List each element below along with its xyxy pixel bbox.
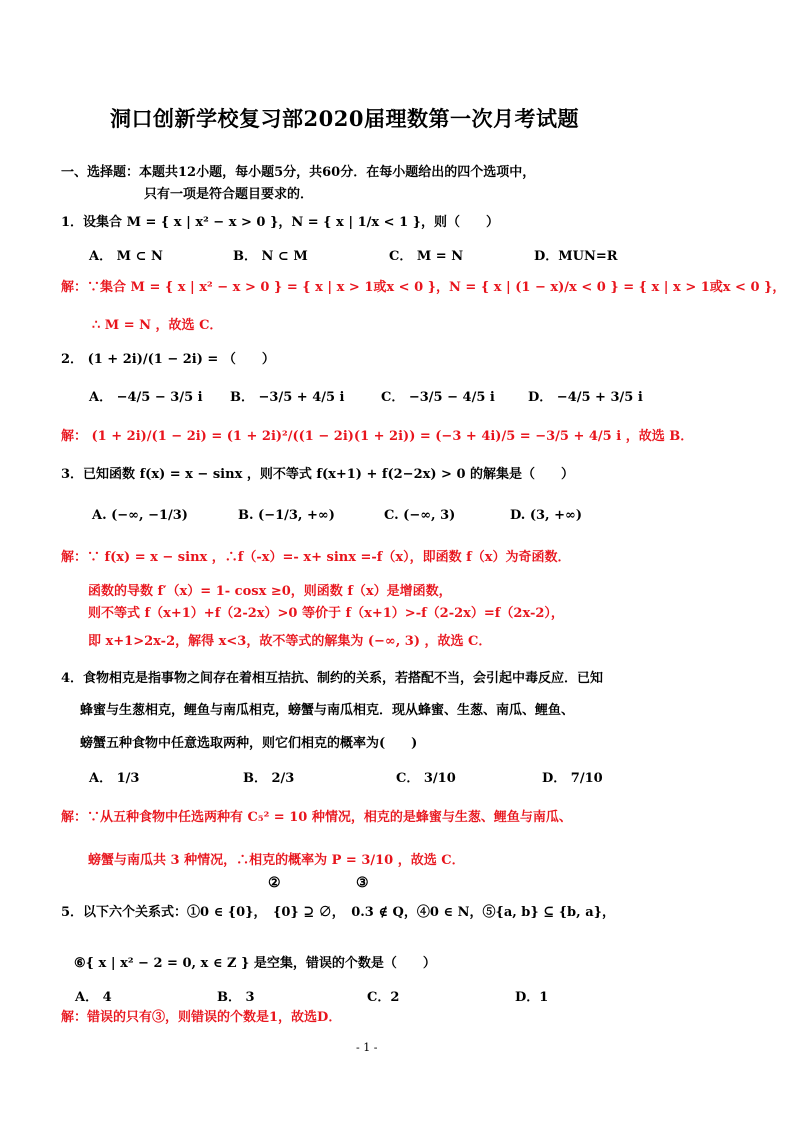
q5-solution: 解：错误的只有③，则错误的个数是1，故选D． bbox=[61, 1010, 342, 1025]
q2-option-a: A． −4/5 − 3/5 i bbox=[89, 390, 203, 405]
page-number: - 1 - bbox=[356, 1041, 378, 1054]
q4-option-b: B． 2/3 bbox=[243, 771, 295, 786]
q5-mark-2: ② bbox=[268, 875, 281, 891]
q1-solution-line1: 解：∵集合 M = { x | x² − x > 0 } = { x | x > 1或x < 0 }，N = { x | (1 − x)/x < 0 } = { x | x > 1或x < 0 }， bbox=[61, 280, 786, 295]
q5-option-c: C．2 bbox=[367, 990, 400, 1005]
q5-stem-line2: ⑥{ x | x² − 2 = 0, x ∈ Z } 是空集，错误的个数是（ ） bbox=[74, 956, 436, 971]
q3-option-a: A. (−∞, −1/3) bbox=[92, 508, 188, 523]
q4-option-c: C． 3/10 bbox=[396, 771, 456, 786]
page-title: 洞口创新学校复习部2020届理数第一次月考试题 bbox=[110, 106, 579, 131]
q2-option-b: B． −3/5 + 4/5 i bbox=[230, 390, 345, 405]
q1-option-d: D．MUN=R bbox=[534, 249, 618, 264]
q5-option-d: D．1 bbox=[515, 990, 549, 1005]
q4-stem-line2: 蜂蜜与生葱相克，鲤鱼与南瓜相克，螃蟹与南瓜相克．现从蜂蜜、生葱、南瓜、鲤鱼、 bbox=[80, 703, 575, 718]
q3-stem: 3．已知函数 f(x) = x − sinx ，则不等式 f(x+1) + f(2−2x) > 0 的解集是（ ） bbox=[61, 467, 575, 482]
q1-option-c: C． M = N bbox=[389, 249, 464, 264]
q5-mark-3: ③ bbox=[356, 875, 369, 891]
q3-option-c: C. (−∞, 3) bbox=[384, 508, 456, 523]
q5-stem-line1: 5．以下六个关系式：①0 ∈ {0}， {0} ⊇ ∅， 0.3 ∉ Q，④0 ∈ N，⑤{a, b} ⊆ {b, a}， bbox=[61, 905, 615, 920]
q2-option-d: D． −4/5 + 3/5 i bbox=[528, 390, 643, 405]
q1-option-b: B． N ⊂ M bbox=[233, 249, 308, 264]
q2-solution: 解： (1 + 2i)/(1 − 2i) = (1 + 2i)²/((1 − 2i)(1 + 2i)) = (−3 + 4i)/5 = −3/5 + 4/5 i ，故选 B． bbox=[61, 429, 694, 444]
section-heading-line2: 只有一项是符合题目要求的． bbox=[144, 187, 314, 202]
q5-option-a: A． 4 bbox=[75, 990, 112, 1005]
q3-solution-line1: 解：∵ f(x) = x − sinx ，∴f（-x）=- x+ sinx =-f（x），即函数 f（x）为奇函数． bbox=[61, 550, 571, 565]
q2-stem: 2． (1 + 2i)/(1 − 2i) = （ ） bbox=[61, 352, 275, 367]
q5-option-b: B． 3 bbox=[217, 990, 255, 1005]
q3-solution-line2: 函数的导数 f′（x）= 1- cosx ≥0，则函数 f（x）是增函数， bbox=[88, 584, 452, 599]
section-heading-line1: 一、选择题：本题共12小题，每小题5分，共60分．在每小题给出的四个选项中， bbox=[61, 165, 536, 180]
q4-stem-line1: 4．食物相克是指事物之间存在着相互拮抗、制约的关系，若搭配不当，会引起中毒反应．已知 bbox=[61, 671, 604, 686]
q3-option-b: B. (−1/3, +∞) bbox=[238, 508, 335, 523]
q1-option-a: A． M ⊂ N bbox=[89, 249, 163, 264]
q4-solution-line2: 螃蟹与南瓜共 3 种情况，∴相克的概率为 P = 3/10 ，故选 C． bbox=[88, 853, 465, 868]
q4-stem-line3: 螃蟹五种食物中任意选取两种，则它们相克的概率为( ) bbox=[80, 736, 418, 751]
q4-option-a: A． 1/3 bbox=[89, 771, 140, 786]
q3-solution-line4: 即 x+1>2x-2，解得 x<3，故不等式的解集为 (−∞, 3) ，故选 C． bbox=[88, 634, 492, 649]
q3-solution-line3: 则不等式 f（x+1）+f（2-2x）>0 等价于 f（x+1）>-f（2-2x）=f（2x-2）， bbox=[88, 606, 564, 621]
q1-stem: 1．设集合 M = { x | x² − x > 0 }，N = { x | 1/x < 1 }，则（ ） bbox=[61, 215, 500, 230]
q4-solution-line1: 解：∵从五种食物中任选两种有 C₅² = 10 种情况，相克的是蜂蜜与生葱、鲤鱼与南瓜、 bbox=[61, 810, 572, 825]
q2-option-c: C． −3/5 − 4/5 i bbox=[381, 390, 495, 405]
q3-option-d: D. (3, +∞) bbox=[510, 508, 582, 523]
q1-solution-line2: ∴ M = N ，故选 C． bbox=[92, 318, 223, 333]
q4-option-d: D． 7/10 bbox=[542, 771, 603, 786]
